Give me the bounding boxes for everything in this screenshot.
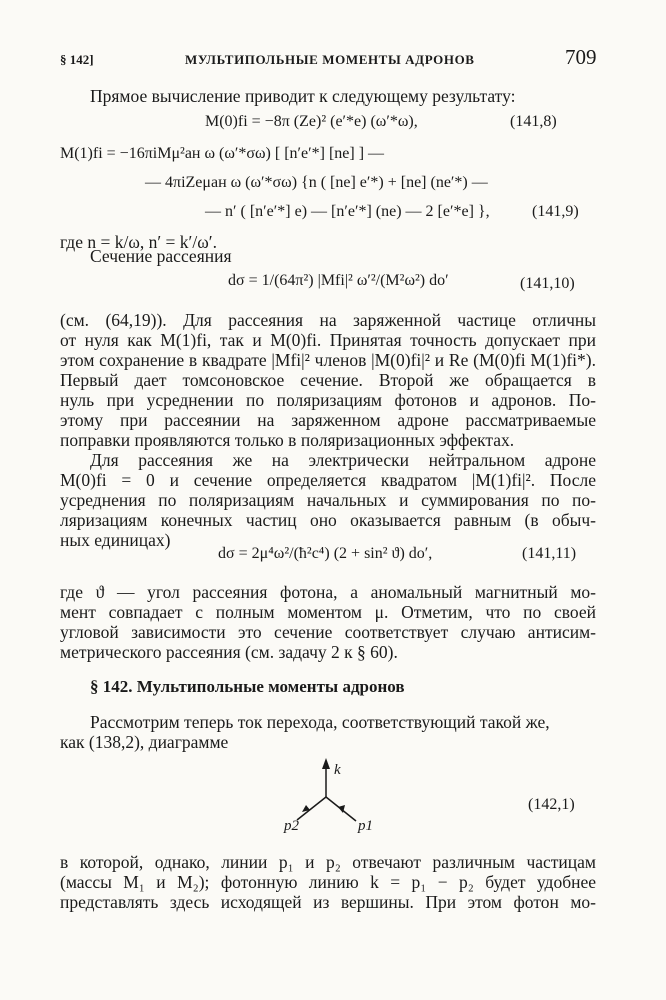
header-section-ref: § 142] (60, 52, 94, 67)
equation-label-141-11: (141,11) (522, 545, 577, 562)
equation-141-9-line2: — 4πiZeμан ω (ω′*σω) {n ( [ne] e′*) + [ne] (ne′*) — (145, 174, 488, 191)
outgoing-particle-line (297, 797, 326, 820)
paragraph-2-line: усреднения по поляризациям начальных и суммирования по по- (60, 490, 596, 510)
equation-label-141-10: (141,10) (520, 275, 575, 292)
paragraph-3-line: угловой зависимости это сечение соответствует случаю антисим- (60, 622, 596, 642)
paragraph-5-line: представлять здесь исходящей из вершины. При этом фотон мо- (60, 892, 596, 912)
paragraph-1-line: этом сохранение в квадрате |Mfi|² членов |M(0)fi|² и Re (M(0)fi M(1)fi*). (60, 350, 596, 370)
equation-141-10: dσ = 1/(64π²) |Mfi|² ω′²/(M²ω²) do′ (228, 272, 449, 289)
section-heading: § 142. Мультипольные моменты адронов (90, 677, 405, 696)
right-leg-label: p1 (358, 818, 373, 834)
paragraph-1-line: от нуля как M(1)fi, так и M(0)fi. Принятая точность допускает при (60, 330, 596, 350)
paragraph-1-line: этому при рассеянии на заряженном адроне рассматриваемые (60, 410, 596, 430)
equation-141-8: M(0)fi = −8π (Ze)² (e′*e) (ω′*ω), (205, 113, 418, 130)
equation-label-141-8: (141,8) (510, 113, 557, 130)
paragraph-5-line: в которой, однако, линии p₁ и p₂ отвечают различным частицам (60, 852, 596, 872)
paragraph-1-line: Первый дает томсоновское сечение. Второй же обращается в (60, 370, 596, 390)
left-leg-label: p2 (284, 818, 299, 834)
equation-label-142-1: (142,1) (528, 796, 575, 813)
paragraph-3-line: метрического рассеяния (см. задачу 2 к § 60). (60, 642, 398, 662)
equation-141-11: dσ = 2μ⁴ω²/(ħ²c⁴) (2 + sin² ϑ) do′, (218, 545, 433, 562)
equation-141-9-line1: M(1)fi = −16πiMμ²ан ω (ω′*σω) [ [n′e′*] [ne] ] — (60, 145, 385, 162)
equation-141-9-line3: — n′ ( [n′e′*] e) — [n′e′*] (ne) — 2 [e′*e] }, (205, 203, 490, 220)
equation-label-141-9: (141,9) (532, 203, 579, 220)
where-definition: где n = k/ω, n′ = k′/ω′. (60, 232, 217, 252)
photon-label: k (334, 762, 341, 778)
paragraph-3-line: мент совпадает с полным моментом μ. Отметим, что по своей (60, 602, 596, 622)
paragraph-4-line: Рассмотрим теперь ток перехода, соответствующий такой же, (90, 712, 550, 732)
paragraph-2-line: M(0)fi = 0 и сечение определяется квадратом |M(1)fi|². После (60, 470, 596, 490)
paragraph-4-line: как (138,2), диаграмме (60, 732, 229, 752)
paragraph-5-line: (массы M₁ и M₂); фотонную линию k = p₁ − p₂ будет удобнее (60, 872, 596, 892)
paragraph-1-line: нуль при усреднении по поляризациям фотонов и адронов. По- (60, 390, 596, 410)
paragraph-3-line: где ϑ — угол рассеяния фотона, а аномальный магнитный мо- (60, 582, 596, 602)
paragraph-2-line: Для рассеяния же на электрически нейтральном адроне (90, 450, 596, 470)
intro-line: Прямое вычисление приводит к следующему результату: (90, 86, 516, 106)
page-number: 709 (565, 45, 597, 69)
running-title: МУЛЬТИПОЛЬНЫЕ МОМЕНТЫ АДРОНОВ (185, 52, 475, 67)
paragraph-1-line: поправки проявляются только в поляризационных эффектах. (60, 430, 515, 450)
photon-arrow (322, 758, 330, 769)
paragraph-2-line: ных единицах) (60, 530, 171, 550)
paragraph-2-line: ляризациям конечных частиц оно оказывается равным (в обыч- (60, 510, 596, 530)
cross-section-label: Сечение рассеяния (90, 246, 232, 266)
paragraph-1-line: (см. (64,19)). Для рассеяния на заряженной частице отличны (60, 310, 596, 330)
